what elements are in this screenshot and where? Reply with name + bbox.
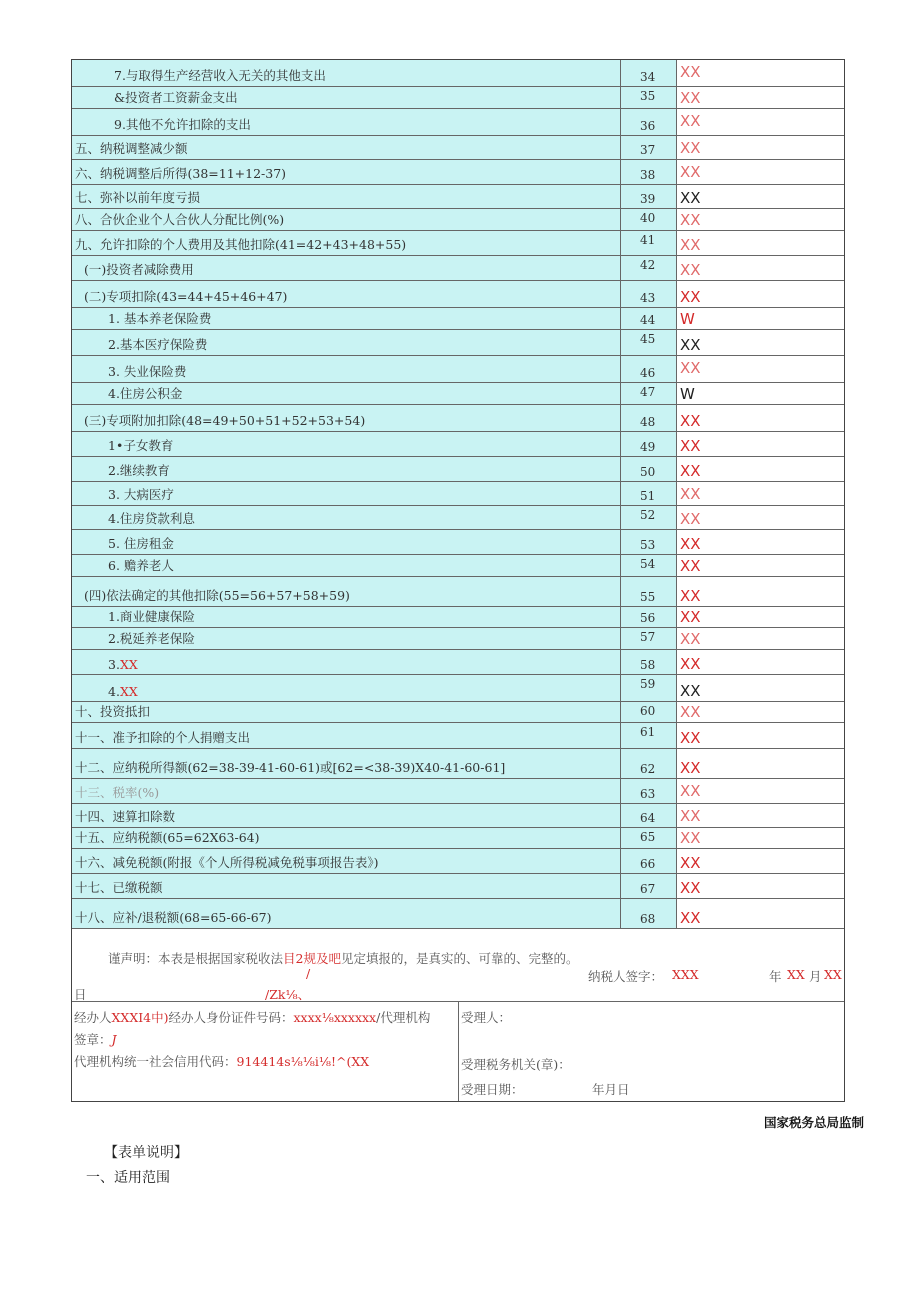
row-value-cell bbox=[677, 607, 844, 627]
row-value-cell bbox=[677, 60, 844, 86]
row-item-cell bbox=[72, 702, 621, 722]
row-number: 48 bbox=[640, 415, 656, 429]
row-number: 44 bbox=[640, 313, 656, 327]
table-row bbox=[72, 185, 844, 209]
row-value-cell bbox=[677, 804, 844, 827]
row-item-cell bbox=[72, 281, 621, 307]
row-number: 52 bbox=[640, 508, 656, 522]
row-value: XX bbox=[680, 112, 701, 130]
row-item-cell bbox=[72, 555, 621, 576]
row-number: 39 bbox=[640, 192, 656, 206]
row-number: 35 bbox=[640, 89, 656, 103]
row-value: XX bbox=[680, 759, 701, 777]
row-value-cell bbox=[677, 849, 844, 873]
row-number: 34 bbox=[640, 70, 656, 84]
row-value: XX bbox=[680, 703, 701, 721]
row-value: XX bbox=[680, 557, 701, 575]
table-row bbox=[72, 383, 844, 405]
row-value-cell bbox=[677, 723, 844, 748]
row-label bbox=[108, 657, 138, 672]
table-row bbox=[72, 577, 844, 607]
row-label: (四)依法确定的其他扣除(55=56+57+58+59) bbox=[84, 588, 350, 603]
row-label: 2.继续教育 bbox=[108, 463, 170, 478]
row-number: 68 bbox=[640, 912, 656, 926]
row-label: 1. 基本养老保险费 bbox=[108, 311, 212, 326]
row-label: 十、投资抵扣 bbox=[75, 704, 151, 719]
row-label: &投资者工资薪金支出 bbox=[114, 90, 238, 105]
credit-line bbox=[74, 1052, 369, 1070]
row-number-cell bbox=[621, 457, 677, 481]
row-number-cell bbox=[621, 874, 677, 898]
declaration-section bbox=[72, 929, 844, 1002]
row-value: XX bbox=[680, 189, 701, 207]
row-value-cell bbox=[677, 136, 844, 159]
table-row bbox=[72, 136, 844, 160]
row-item-cell bbox=[72, 530, 621, 554]
row-value-cell bbox=[677, 506, 844, 529]
table-row bbox=[72, 109, 844, 136]
row-item-cell bbox=[72, 804, 621, 827]
row-label: 3. 大病医疗 bbox=[108, 487, 174, 502]
signer-value: XXX bbox=[672, 967, 699, 982]
section-title: 【表单说明】 bbox=[104, 1145, 188, 1161]
row-number-cell bbox=[621, 308, 677, 329]
row-number: 65 bbox=[640, 830, 656, 844]
row-number-cell bbox=[621, 136, 677, 159]
table-row bbox=[72, 160, 844, 185]
row-label: (一)投资者减除费用 bbox=[84, 262, 194, 277]
row-number: 55 bbox=[640, 590, 656, 604]
row-label: 十一、准予扣除的个人捐赠支出 bbox=[75, 730, 251, 745]
row-item-cell bbox=[72, 899, 621, 928]
row-item-cell bbox=[72, 506, 621, 529]
agency-label: /代理机构 bbox=[376, 1010, 431, 1025]
row-item-cell bbox=[72, 256, 621, 280]
row-value-cell bbox=[677, 482, 844, 505]
credit-label: 代理机构统一社会信用代码： bbox=[74, 1054, 237, 1069]
row-value: XX bbox=[680, 485, 701, 503]
row-number: 66 bbox=[640, 857, 656, 871]
row-item-cell bbox=[72, 779, 621, 803]
row-value: XX bbox=[680, 854, 701, 872]
row-item-cell bbox=[72, 675, 621, 701]
row-item-cell bbox=[72, 160, 621, 184]
row-value: XX bbox=[680, 587, 701, 605]
row-number-cell bbox=[621, 530, 677, 554]
row-value: XX bbox=[680, 261, 701, 279]
row-number-cell bbox=[621, 281, 677, 307]
row-number-cell bbox=[621, 405, 677, 431]
table-row bbox=[72, 749, 844, 779]
row-item-cell bbox=[72, 628, 621, 649]
table-row bbox=[72, 506, 844, 530]
row-value-cell bbox=[677, 432, 844, 456]
date-month-value: XX bbox=[787, 967, 805, 982]
row-label-prefix: 4. bbox=[108, 684, 120, 699]
row-number: 51 bbox=[640, 489, 656, 503]
table-rows bbox=[72, 60, 844, 929]
row-value: XX bbox=[680, 535, 701, 553]
row-item-cell bbox=[72, 136, 621, 159]
row-value: XX bbox=[680, 437, 701, 455]
table-row bbox=[72, 482, 844, 506]
row-label: 十七、已缴税额 bbox=[75, 880, 163, 895]
row-number-cell bbox=[621, 828, 677, 848]
table-row bbox=[72, 356, 844, 383]
row-label: 十四、速算扣除数 bbox=[75, 809, 176, 824]
table-row bbox=[72, 723, 844, 749]
agent-label: 经办人 bbox=[74, 1010, 112, 1025]
row-number-cell bbox=[621, 383, 677, 404]
row-label: 十六、减免税额(附报《个人所得税减免税事项报告表》) bbox=[75, 855, 379, 870]
row-item-cell bbox=[72, 308, 621, 329]
row-value: XX bbox=[680, 879, 701, 897]
row-number: 43 bbox=[640, 291, 656, 305]
row-number-cell bbox=[621, 209, 677, 230]
accept-date-value: 年月日 bbox=[592, 1082, 630, 1097]
row-value: XX bbox=[680, 608, 701, 626]
row-value-cell bbox=[677, 383, 844, 404]
row-value: XX bbox=[680, 462, 701, 480]
date-day-value: XX bbox=[824, 967, 842, 982]
row-number-cell bbox=[621, 607, 677, 627]
row-value: XX bbox=[680, 729, 701, 747]
row-value: W bbox=[680, 385, 695, 403]
row-label: 5. 住房租金 bbox=[108, 536, 174, 551]
row-item-cell bbox=[72, 185, 621, 208]
row-number-cell bbox=[621, 330, 677, 355]
row-number: 54 bbox=[640, 557, 656, 571]
tax-form-table bbox=[71, 59, 845, 1102]
row-label-value: XX bbox=[119, 684, 138, 699]
row-value: XX bbox=[680, 655, 701, 673]
row-item-cell bbox=[72, 109, 621, 135]
row-number: 61 bbox=[640, 725, 656, 739]
row-label: 2.税延养老保险 bbox=[108, 631, 195, 646]
row-label: 十八、应补/退税额(68=65-66-67) bbox=[75, 910, 272, 925]
row-number: 46 bbox=[640, 366, 656, 380]
row-value-cell bbox=[677, 899, 844, 928]
footer-note: 国家税务总局监制 bbox=[763, 1115, 864, 1130]
row-number-cell bbox=[621, 899, 677, 928]
row-value-cell bbox=[677, 675, 844, 701]
row-number-cell bbox=[621, 256, 677, 280]
row-number: 42 bbox=[640, 258, 656, 272]
row-value-cell bbox=[677, 356, 844, 382]
row-item-cell bbox=[72, 87, 621, 108]
date-day-label: 日 bbox=[74, 987, 87, 1002]
table-row bbox=[72, 650, 844, 675]
row-value: XX bbox=[680, 139, 701, 157]
table-row bbox=[72, 60, 844, 87]
row-number: 45 bbox=[640, 332, 656, 346]
row-number: 40 bbox=[640, 211, 656, 225]
signature-scribble: /Zk⅛、 bbox=[265, 987, 311, 1002]
row-value-cell bbox=[677, 330, 844, 355]
agent-accept-section bbox=[72, 1002, 844, 1101]
row-number: 57 bbox=[640, 630, 656, 644]
table-row bbox=[72, 231, 844, 256]
row-label: 7.与取得生产经营收入无关的其他支出 bbox=[114, 68, 326, 83]
row-number: 62 bbox=[640, 762, 656, 776]
row-label: 4.住房公积金 bbox=[108, 386, 183, 401]
row-number: 56 bbox=[640, 611, 656, 625]
row-item-cell bbox=[72, 457, 621, 481]
row-value-cell bbox=[677, 308, 844, 329]
slash-mark: / bbox=[306, 966, 311, 981]
table-row bbox=[72, 457, 844, 482]
signer-label: 纳税人签字： bbox=[588, 969, 664, 984]
agent-block bbox=[72, 1002, 459, 1101]
row-number-cell bbox=[621, 482, 677, 505]
row-value-cell bbox=[677, 628, 844, 649]
row-number: 47 bbox=[640, 385, 656, 399]
row-value-cell bbox=[677, 749, 844, 778]
row-label: 3. 失业保险费 bbox=[108, 364, 187, 379]
row-value: XX bbox=[680, 359, 701, 377]
row-label-prefix: 3. bbox=[108, 657, 120, 672]
row-value-cell bbox=[677, 160, 844, 184]
table-row bbox=[72, 432, 844, 457]
credit-value: 914414s⅛⅛i⅛!^(XX bbox=[236, 1054, 370, 1069]
row-item-cell bbox=[72, 828, 621, 848]
row-value: XX bbox=[680, 236, 701, 254]
row-label: (二)专项扣除(43=44+45+46+47) bbox=[84, 289, 288, 304]
seal-label: 签章： bbox=[74, 1032, 112, 1047]
row-value: XX bbox=[680, 211, 701, 229]
row-label: 七、弥补以前年度亏损 bbox=[75, 190, 201, 205]
row-number-cell bbox=[621, 555, 677, 576]
row-number-cell bbox=[621, 702, 677, 722]
row-value-cell bbox=[677, 555, 844, 576]
row-label: 6. 赡养老人 bbox=[108, 558, 174, 573]
row-value: XX bbox=[680, 63, 701, 81]
seal-value: J bbox=[111, 1032, 117, 1047]
row-value-cell bbox=[677, 530, 844, 554]
table-row bbox=[72, 209, 844, 231]
row-number: 49 bbox=[640, 440, 656, 454]
row-value-cell bbox=[677, 702, 844, 722]
row-value-cell bbox=[677, 828, 844, 848]
row-label: 六、纳税调整后所得(38=11+12-37) bbox=[75, 166, 287, 181]
table-row bbox=[72, 330, 844, 356]
table-row bbox=[72, 874, 844, 899]
row-label bbox=[108, 684, 138, 699]
row-number-cell bbox=[621, 577, 677, 606]
row-value-cell bbox=[677, 457, 844, 481]
row-item-cell bbox=[72, 874, 621, 898]
office-label: 受理税务机关(章)： bbox=[461, 1057, 571, 1072]
table-row bbox=[72, 828, 844, 849]
table-row bbox=[72, 256, 844, 281]
table-row bbox=[72, 628, 844, 650]
row-number-cell bbox=[621, 87, 677, 108]
row-item-cell bbox=[72, 650, 621, 674]
table-row bbox=[72, 675, 844, 702]
table-row bbox=[72, 405, 844, 432]
date-year-label: 年 bbox=[769, 969, 782, 984]
row-item-cell bbox=[72, 749, 621, 778]
row-number-cell bbox=[621, 432, 677, 456]
row-number-cell bbox=[621, 185, 677, 208]
row-item-cell bbox=[72, 405, 621, 431]
row-value-cell bbox=[677, 779, 844, 803]
row-number-cell bbox=[621, 804, 677, 827]
row-value: XX bbox=[680, 630, 701, 648]
row-number: 50 bbox=[640, 465, 656, 479]
row-label: 2.基本医疗保险费 bbox=[108, 337, 208, 352]
table-row bbox=[72, 899, 844, 929]
row-label: 十三、税率(%) bbox=[75, 785, 160, 800]
agent-line bbox=[74, 1008, 430, 1026]
agent-id-label: 经办人身份证件号码： bbox=[168, 1010, 294, 1025]
row-number: 60 bbox=[640, 704, 656, 718]
row-value: XX bbox=[680, 288, 701, 306]
row-value-cell bbox=[677, 231, 844, 255]
row-value-cell bbox=[677, 281, 844, 307]
table-row bbox=[72, 607, 844, 628]
row-item-cell bbox=[72, 231, 621, 255]
row-number: 38 bbox=[640, 168, 656, 182]
table-row bbox=[72, 804, 844, 828]
row-number-cell bbox=[621, 231, 677, 255]
row-value-cell bbox=[677, 185, 844, 208]
row-label: 4.住房贷款利息 bbox=[108, 511, 195, 526]
row-value-cell bbox=[677, 109, 844, 135]
table-row bbox=[72, 555, 844, 577]
table-row bbox=[72, 530, 844, 555]
row-number-cell bbox=[621, 628, 677, 649]
row-number: 63 bbox=[640, 787, 656, 801]
row-item-cell bbox=[72, 330, 621, 355]
row-value-cell bbox=[677, 256, 844, 280]
row-label: 九、允许扣除的个人费用及其他扣除(41=42+43+48+55) bbox=[75, 237, 407, 252]
row-label: 八、合伙企业个人合伙人分配比例(%) bbox=[75, 212, 285, 227]
table-row bbox=[72, 779, 844, 804]
row-item-cell bbox=[72, 482, 621, 505]
row-number-cell bbox=[621, 650, 677, 674]
row-item-cell bbox=[72, 60, 621, 86]
row-number-cell bbox=[621, 749, 677, 778]
row-value: XX bbox=[680, 782, 701, 800]
row-label: 1•子女教育 bbox=[108, 438, 174, 453]
table-row bbox=[72, 849, 844, 874]
row-label: (三)专项附加扣除(48=49+50+51+52+53+54) bbox=[84, 413, 366, 428]
row-number-cell bbox=[621, 849, 677, 873]
row-number-cell bbox=[621, 506, 677, 529]
row-item-cell bbox=[72, 383, 621, 404]
row-label: 9.其他不允许扣除的支出 bbox=[114, 117, 251, 132]
row-number: 36 bbox=[640, 119, 656, 133]
table-row bbox=[72, 87, 844, 109]
row-item-cell bbox=[72, 723, 621, 748]
row-value-cell bbox=[677, 874, 844, 898]
row-item-cell bbox=[72, 577, 621, 606]
row-number-cell bbox=[621, 675, 677, 701]
row-number: 37 bbox=[640, 143, 656, 157]
row-value: XX bbox=[680, 412, 701, 430]
agent-value: XXXI4中) bbox=[111, 1010, 169, 1025]
row-label: 1.商业健康保险 bbox=[108, 609, 195, 624]
row-number-cell bbox=[621, 109, 677, 135]
row-value: XX bbox=[680, 829, 701, 847]
row-value-cell bbox=[677, 209, 844, 230]
row-number: 64 bbox=[640, 811, 656, 825]
row-number: 59 bbox=[640, 677, 656, 691]
row-value: W bbox=[680, 310, 695, 328]
row-label-value: XX bbox=[119, 657, 138, 672]
row-label: 十五、应纳税额(65=62X63-64) bbox=[75, 830, 260, 845]
statement-prefix: 谨声明：本表是根据国家税收法 bbox=[108, 951, 284, 966]
row-number-cell bbox=[621, 779, 677, 803]
row-number: 67 bbox=[640, 882, 656, 896]
row-item-cell bbox=[72, 209, 621, 230]
row-value: XX bbox=[680, 807, 701, 825]
row-value: XX bbox=[680, 510, 701, 528]
date-month-label: 月 bbox=[809, 969, 822, 984]
row-value-cell bbox=[677, 650, 844, 674]
row-item-cell bbox=[72, 356, 621, 382]
row-value-cell bbox=[677, 405, 844, 431]
accept-date-label: 受理日期： bbox=[461, 1082, 524, 1097]
row-value: XX bbox=[680, 909, 701, 927]
row-number-cell bbox=[621, 160, 677, 184]
row-value-cell bbox=[677, 577, 844, 606]
row-number: 41 bbox=[640, 233, 656, 247]
row-item-cell bbox=[72, 849, 621, 873]
row-value: XX bbox=[680, 89, 701, 107]
declaration-statement bbox=[108, 949, 578, 967]
row-number-cell bbox=[621, 60, 677, 86]
row-item-cell bbox=[72, 432, 621, 456]
agent-id-value: xxxx⅛xxxxxx bbox=[293, 1010, 377, 1025]
row-value: XX bbox=[680, 336, 701, 354]
row-value: XX bbox=[680, 163, 701, 181]
row-item-cell bbox=[72, 607, 621, 627]
statement-mark: 目2规及吧 bbox=[283, 951, 341, 966]
seal-line bbox=[74, 1030, 117, 1048]
table-row bbox=[72, 702, 844, 723]
row-number-cell bbox=[621, 723, 677, 748]
row-label: 十二、应纳税所得额(62=38-39-41-60-61)或[62=<38-39)X40-41-60-61] bbox=[75, 760, 506, 775]
row-number: 53 bbox=[640, 538, 656, 552]
row-label: 五、纳税调整减少额 bbox=[75, 141, 188, 156]
row-number: 58 bbox=[640, 658, 656, 672]
row-number-cell bbox=[621, 356, 677, 382]
acceptor-label: 受理人： bbox=[461, 1010, 512, 1025]
statement-suffix: 见定填报的，是真实的、可靠的、完整的。 bbox=[340, 951, 579, 966]
table-row bbox=[72, 308, 844, 330]
accept-block bbox=[459, 1002, 844, 1101]
table-row bbox=[72, 281, 844, 308]
row-value: XX bbox=[680, 682, 701, 700]
section-heading-scope: 一、适用范围 bbox=[86, 1170, 170, 1186]
row-value-cell bbox=[677, 87, 844, 108]
